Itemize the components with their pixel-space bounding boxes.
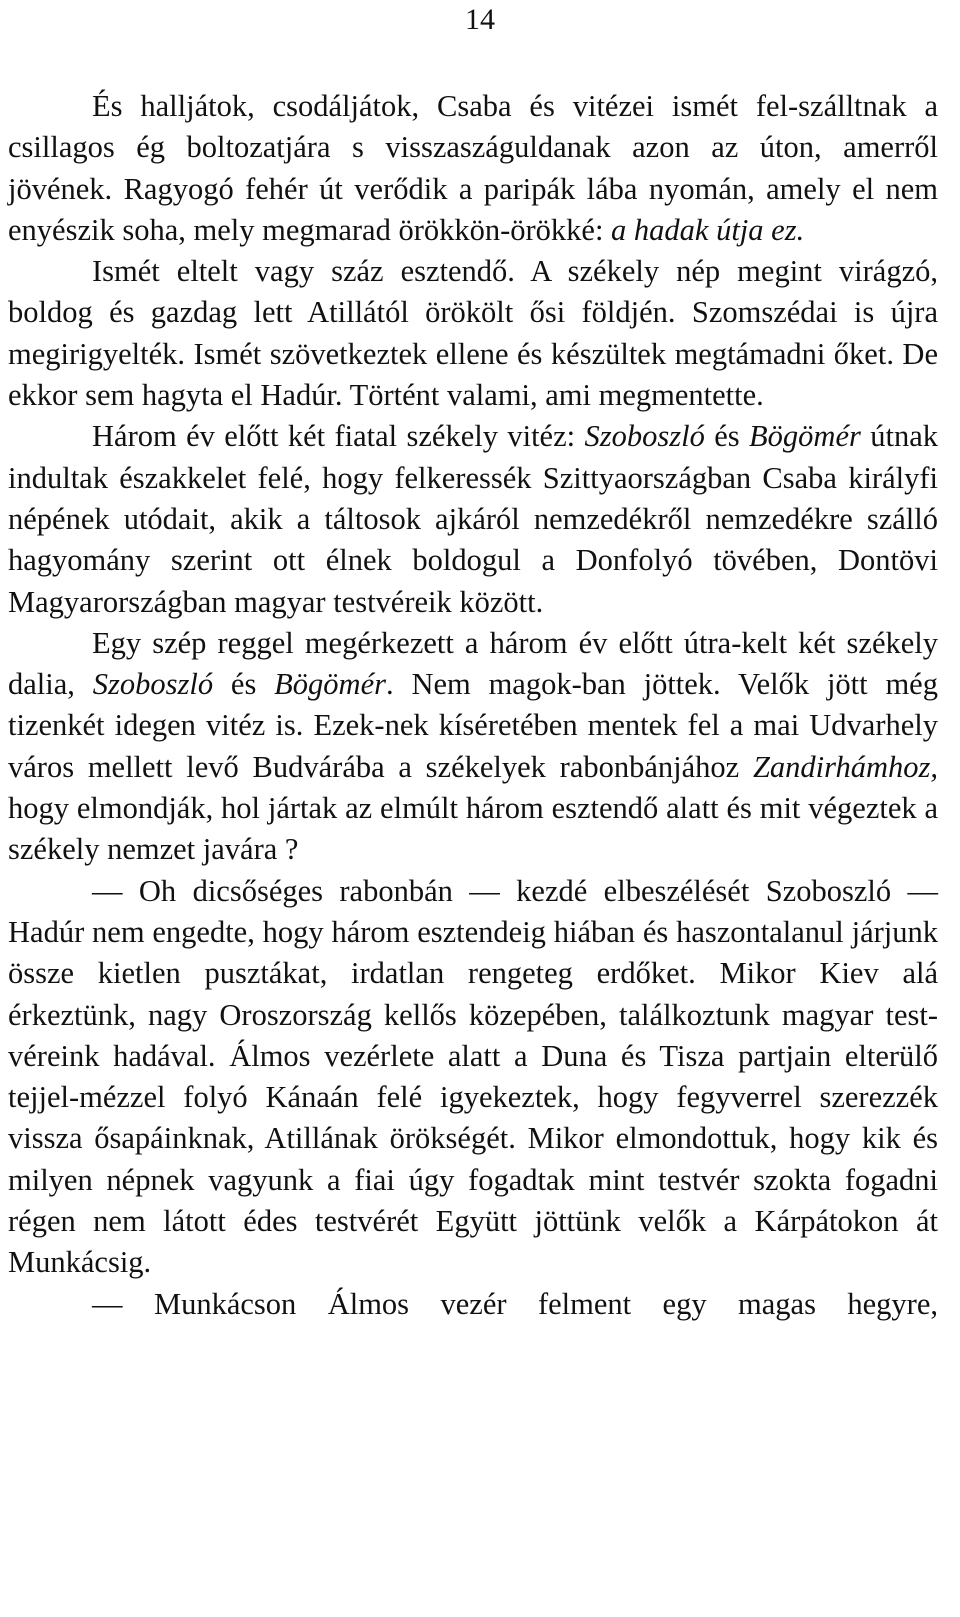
italic-text-run: a hadak útja ez. [611,212,805,247]
page-number: 14 [465,3,495,36]
italic-text-run: Bögömér [274,667,386,702]
text-run: Ismét eltelt vagy száz esztendő. A székely nép megint virágzó, boldog és gazdag lett Atillától örökölt ősi földjén. Szomszédai is újra megirigyelték. Ismét szövetkeztek ellene és készültek megtámadni őket. De ekkor sem hagyta el Hadúr. Történt valami, ami megmentette. [8,254,938,413]
paragraph [8,623,938,871]
paragraph [8,251,938,416]
text-run: és [704,419,750,454]
text-run: . Nem magok-ban jöttek. Velők jött még tizenkét idegen vitéz is. Ezek-nek kíséretében mentek fel a mai Udvarhely város mellett levő Budvárába a székelyek rabonbánjához [8,667,938,784]
text-body [8,86,938,1325]
paragraph [8,416,938,622]
italic-text-run: Szoboszló [92,667,214,702]
text-run: útnak indultak északkelet felé, hogy felkeressék Szittyaországban Csaba királyfi népének utódait, akik a táltosok ajkáról nemzedékről nemzedékre szálló hagyomány szerint ott élnek boldogul a Donfolyó tövében, Dontövi Magyarországban magyar testvéreik között. [8,419,939,619]
paragraph [8,871,938,1284]
text-run: — Munkácson Álmos vezér felment egy magas hegyre, [92,1286,938,1321]
italic-text-run: Szoboszló [584,419,705,454]
italic-text-run: Zandirhámhoz, [752,749,938,784]
paragraph [8,1284,938,1325]
text-run: Egy szép reggel megérkezett a három év előtt útra-kelt két székely dalia, [8,625,938,702]
text-run: hogy elmondják, hol jártak az elmúlt három esztendő alatt és mit végeztek a székely nemzet javára ? [8,791,938,867]
text-run: Három év előtt két fiatal székely vitéz: [92,419,585,454]
paragraph [8,86,938,251]
text-run: És halljátok, csodáljátok, Csaba és vitézei ismét fel-szálltnak a csillagos ég boltozatjára s visszaszáguldanak azon az úton, amerről jövének. Ragyogó fehér út verődik a paripák lába nyomán, amely el nem enyészik soha, mely megmarad örökkön-örökké: [8,89,938,247]
italic-text-run: Bögömér [749,419,861,454]
text-run: és [213,667,275,702]
text-run: — Oh dicsőséges rabonbán — kezdé elbeszélését Szoboszló — Hadúr nem engedte, hogy három esztendeig hiában és haszontalanul járjunk össze kietlen pusztákat, irdatlan rengeteg erdőket. Mikor Kiev alá érkeztünk, nagy Oroszország kellős közepében, találkoztunk magyar test-véreink hadával. Álmos vezérlete alatt a Duna és Tisza partjain elterülő tejjel-mézzel folyó Kánaán felé igyekeztek, hogy fegyverrel szerezzék vissza ősapáinknak, Atillának örökségét. Mikor elmondottuk, hogy kik és milyen népnek vagyunk a fiai úgy fogadtak mint testvér szokta fogadni régen nem látott édes testvérét Együtt jöttünk velők a Kárpátokon át Munkácsig. [8,873,938,1280]
